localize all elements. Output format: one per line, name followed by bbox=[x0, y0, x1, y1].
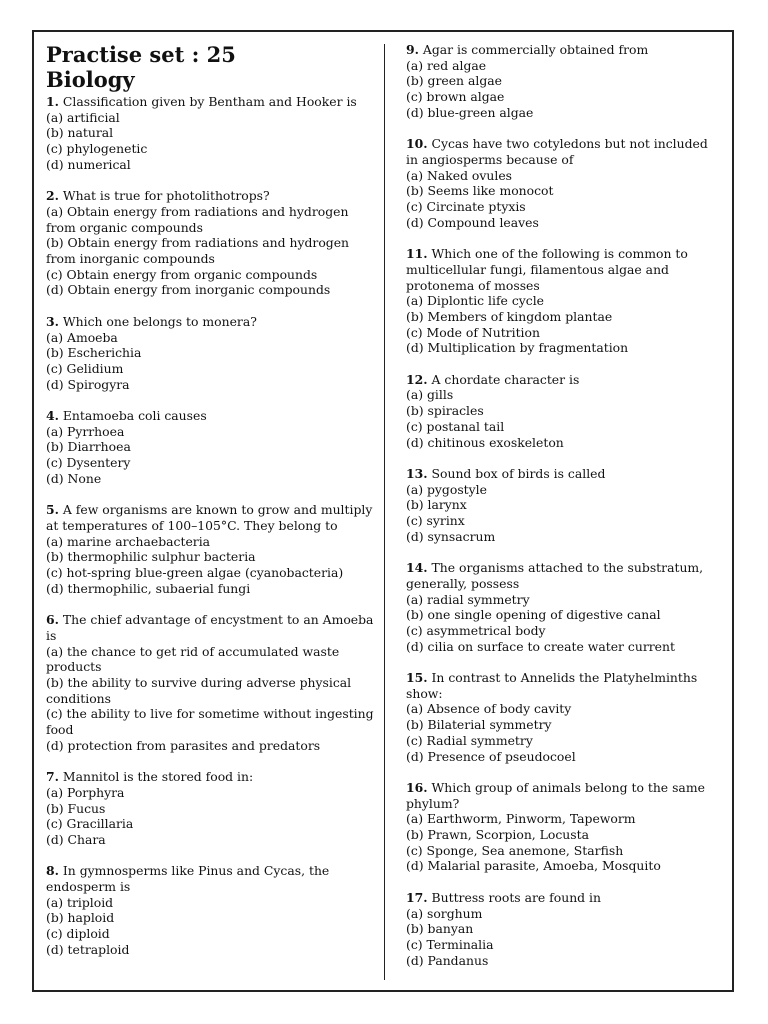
answer-option: (c) Dysentery bbox=[46, 455, 131, 471]
answer-option: (d) Compound leaves bbox=[406, 214, 539, 230]
answer-option: (b) spiracles bbox=[406, 403, 484, 419]
question-11 bbox=[406, 246, 722, 356]
question-stem bbox=[46, 408, 378, 424]
answer-option: (a) Absence of body cavity bbox=[406, 701, 572, 717]
answer-option: (c) Mode of Nutrition bbox=[406, 324, 540, 340]
question-text: The chief advantage of encystment to an Amoeba is bbox=[46, 612, 374, 643]
answer-option: (a) Obtain energy from radiations and hydrogen from organic compounds bbox=[46, 203, 349, 235]
answer-option: (b) Fucus bbox=[46, 800, 106, 816]
answer-option: (a) radial symmetry bbox=[406, 591, 530, 607]
question-17 bbox=[406, 890, 722, 969]
question-stem bbox=[46, 863, 378, 894]
question-7 bbox=[46, 769, 378, 848]
right-question-list bbox=[406, 42, 722, 968]
question-text: Cycas have two cotyledons but not included in angiosperms because of bbox=[406, 136, 708, 167]
answer-option: (b) green algae bbox=[406, 73, 502, 89]
answer-option: (d) Obtain energy from inorganic compounds bbox=[46, 282, 331, 298]
question-number: 3. bbox=[46, 313, 59, 329]
question-3 bbox=[46, 314, 378, 393]
answer-option: (c) Radial symmetry bbox=[406, 732, 533, 748]
answer-option: (c) phylogenetic bbox=[46, 141, 148, 157]
page-title: Practise set : 25 bbox=[46, 42, 236, 67]
answer-option: (b) one single opening of digestive canal bbox=[406, 607, 661, 623]
question-text: Sound box of birds is called bbox=[431, 465, 606, 481]
question-stem bbox=[406, 670, 722, 701]
answer-option: (c) Sponge, Sea anemone, Starfish bbox=[406, 842, 624, 858]
answer-option: (b) Escherichia bbox=[46, 345, 142, 361]
answer-option: (c) brown algae bbox=[406, 89, 505, 105]
answer-option: (c) Obtain energy from organic compounds bbox=[46, 266, 318, 282]
answer-option: (d) Chara bbox=[46, 831, 106, 847]
question-6 bbox=[46, 612, 378, 753]
answer-option: (d) cilia on surface to create water current bbox=[406, 638, 675, 654]
answer-option: (b) Seems like monocot bbox=[406, 183, 554, 199]
answer-option: (a) Porphyra bbox=[46, 784, 125, 800]
question-number: 12. bbox=[406, 371, 428, 387]
answer-option: (a) Amoeba bbox=[46, 329, 118, 345]
answer-option: (c) Gracillaria bbox=[46, 816, 134, 832]
answer-option: (c) hot-spring blue-green algae (cyanobacteria) bbox=[46, 565, 344, 581]
question-number: 7. bbox=[46, 769, 59, 785]
question-text: Which one of the following is common to multicellular fungi, filamentous algae and protonema of mosses bbox=[406, 246, 688, 293]
answer-option: (c) syrinx bbox=[406, 513, 465, 529]
question-10 bbox=[406, 136, 722, 230]
answer-option: (a) Pyrrhoea bbox=[46, 423, 125, 439]
question-number: 15. bbox=[406, 670, 428, 686]
answer-option: (c) Gelidium bbox=[46, 360, 124, 376]
question-number: 11. bbox=[406, 246, 428, 262]
question-text: Which group of animals belong to the same phylum? bbox=[406, 779, 705, 811]
answer-option: (b) Obtain energy from radiations and hydrogen from inorganic compounds bbox=[46, 235, 350, 267]
question-9 bbox=[406, 42, 722, 121]
answer-option: (a) artificial bbox=[46, 109, 120, 125]
question-1 bbox=[46, 94, 378, 173]
answer-option: (d) protection from parasites and predators bbox=[46, 737, 321, 753]
answer-option: (b) Members of kingdom plantae bbox=[406, 308, 613, 324]
question-5 bbox=[46, 502, 378, 596]
question-15 bbox=[406, 670, 722, 764]
question-stem bbox=[46, 612, 378, 643]
question-number: 14. bbox=[406, 560, 428, 576]
question-14 bbox=[406, 560, 722, 654]
answer-option: (d) numerical bbox=[46, 156, 131, 172]
question-stem bbox=[46, 502, 378, 533]
answer-option: (d) Spirogyra bbox=[46, 376, 130, 392]
question-text: Buttress roots are found in bbox=[431, 889, 601, 905]
answer-option: (b) larynx bbox=[406, 497, 467, 513]
question-stem bbox=[406, 246, 722, 293]
answer-option: (d) thermophilic, subaerial fungi bbox=[46, 580, 251, 596]
question-8 bbox=[46, 863, 378, 957]
question-number: 5. bbox=[46, 502, 59, 518]
question-stem bbox=[406, 466, 722, 482]
answer-option: (b) haploid bbox=[46, 910, 115, 926]
question-12 bbox=[406, 372, 722, 451]
answer-option: (a) Diplontic life cycle bbox=[406, 293, 545, 309]
left-column bbox=[46, 42, 378, 973]
question-stem bbox=[406, 136, 722, 167]
question-stem bbox=[406, 372, 722, 388]
question-number: 16. bbox=[406, 779, 428, 795]
answer-option: (d) Malarial parasite, Amoeba, Mosquito bbox=[406, 858, 661, 874]
answer-option: (d) None bbox=[46, 470, 102, 486]
answer-option: (b) banyan bbox=[406, 921, 474, 937]
question-number: 13. bbox=[406, 465, 428, 481]
question-text: Agar is commercially obtained from bbox=[422, 42, 649, 57]
answer-option: (a) Earthworm, Pinworm, Tapeworm bbox=[406, 811, 636, 827]
answer-option: (b) Bilaterial symmetry bbox=[406, 717, 552, 733]
answer-option: (d) chitinous exoskeleton bbox=[406, 434, 564, 450]
answer-option: (b) Diarrhoea bbox=[46, 439, 131, 455]
answer-option: (d) Pandanus bbox=[406, 952, 489, 968]
question-stem bbox=[46, 314, 378, 330]
question-text: The organisms attached to the substratum, generally, possess bbox=[406, 560, 704, 591]
question-number: 8. bbox=[46, 863, 59, 879]
answer-option: (a) gills bbox=[406, 387, 454, 403]
question-number: 4. bbox=[46, 408, 59, 424]
question-2 bbox=[46, 188, 378, 298]
question-number: 9. bbox=[406, 42, 419, 57]
question-text: A chordate character is bbox=[431, 371, 580, 387]
answer-option: (d) blue-green algae bbox=[406, 104, 534, 120]
subject-title: Biology bbox=[46, 67, 135, 92]
question-text: Which one belongs to monera? bbox=[62, 313, 257, 329]
answer-option: (a) the chance to get rid of accumulated waste products bbox=[46, 643, 340, 675]
answer-option: (d) tetraploid bbox=[46, 941, 130, 957]
question-16 bbox=[406, 780, 722, 874]
answer-option: (d) Multiplication by fragmentation bbox=[406, 340, 629, 356]
answer-option: (c) asymmetrical body bbox=[406, 622, 546, 638]
question-text: In gymnosperms like Pinus and Cycas, the endosperm is bbox=[46, 863, 330, 895]
answer-option: (a) red algae bbox=[406, 57, 487, 73]
question-text: Classification given by Bentham and Hooker is bbox=[62, 94, 357, 109]
answer-option: (d) synsacrum bbox=[406, 528, 496, 544]
question-number: 1. bbox=[46, 94, 59, 109]
question-number: 6. bbox=[46, 612, 59, 628]
question-stem bbox=[46, 188, 378, 204]
question-4 bbox=[46, 408, 378, 487]
column-divider bbox=[384, 44, 385, 980]
answer-option: (b) Prawn, Scorpion, Locusta bbox=[406, 827, 590, 843]
question-text: Entamoeba coli causes bbox=[62, 408, 207, 424]
question-text: A few organisms are known to grow and multiply at temperatures of 100–105°C. They belong to bbox=[46, 502, 373, 533]
question-13 bbox=[406, 466, 722, 545]
question-number: 17. bbox=[406, 889, 428, 905]
answer-option: (d) Presence of pseudocoel bbox=[406, 748, 576, 764]
question-number: 10. bbox=[406, 136, 428, 152]
right-column bbox=[406, 42, 722, 984]
question-stem bbox=[406, 780, 722, 811]
answer-option: (a) pygostyle bbox=[406, 481, 487, 497]
answer-option: (c) Terminalia bbox=[406, 936, 494, 952]
answer-option: (c) Circinate ptyxis bbox=[406, 199, 526, 215]
answer-option: (c) postanal tail bbox=[406, 418, 505, 434]
answer-option: (c) the ability to live for sometime without ingesting food bbox=[46, 706, 374, 738]
question-text: In contrast to Annelids the Platyhelminths show: bbox=[406, 670, 698, 701]
question-stem bbox=[46, 769, 378, 785]
left-question-list bbox=[46, 94, 378, 958]
answer-option: (a) marine archaebacteria bbox=[46, 533, 211, 549]
answer-option: (a) sorghum bbox=[406, 905, 483, 921]
question-text: Mannitol is the stored food in: bbox=[62, 769, 254, 785]
question-text: What is true for photolithotrops? bbox=[62, 188, 270, 204]
header bbox=[46, 42, 378, 92]
answer-option: (b) the ability to survive during adverse physical conditions bbox=[46, 674, 352, 706]
answer-option: (b) natural bbox=[46, 125, 114, 141]
question-stem bbox=[406, 560, 722, 591]
question-stem bbox=[406, 890, 722, 906]
answer-option: (a) Naked ovules bbox=[406, 167, 513, 183]
answer-option: (b) thermophilic sulphur bacteria bbox=[46, 549, 256, 565]
answer-option: (a) triploid bbox=[46, 894, 114, 910]
question-stem bbox=[46, 94, 378, 110]
question-stem bbox=[406, 42, 722, 58]
question-number: 2. bbox=[46, 188, 59, 204]
answer-option: (c) diploid bbox=[46, 926, 110, 942]
